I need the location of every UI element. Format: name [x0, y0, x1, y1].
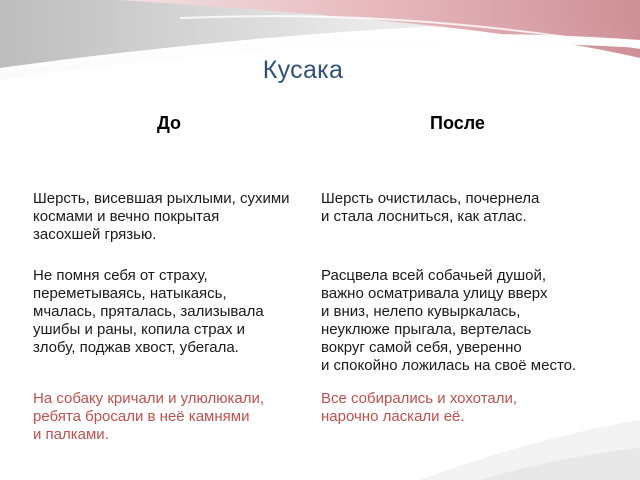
row-1-before-text: Шерсть, висевшая рыхлыми, сухими космами и вечно покрытая засохшей грязью. [33, 190, 290, 243]
slide-title: Кусака [262, 56, 344, 84]
row-3-after-text: Все собирались и хохотали, нарочно ласкали её. [321, 390, 518, 425]
row-2-after-text: Расцвела всей собачьей душой, важно осматривала улицу вверх и вниз, нелепо кувыркалась, неуклюже прыгала, вертелась вокруг самой себя, уверенно и спокойно ложилась на своё место. [321, 267, 577, 374]
row-2-before-text: Не помня себя от страху, переметываясь, натыкаясь, мчалась, пряталась, зализывала ушибы и раны, копила страх и злобу, поджав хвост, убегала. [33, 267, 264, 356]
row-1-after-text: Шерсть очистилась, почернела и стала лосниться, как атлас. [321, 190, 540, 225]
column-header-before: До [157, 113, 182, 133]
column-header-after: После [430, 113, 485, 133]
row-3-before-text: На собаку кричали и улюлюкали, ребята бросали в неё камнями и палками. [33, 390, 265, 443]
